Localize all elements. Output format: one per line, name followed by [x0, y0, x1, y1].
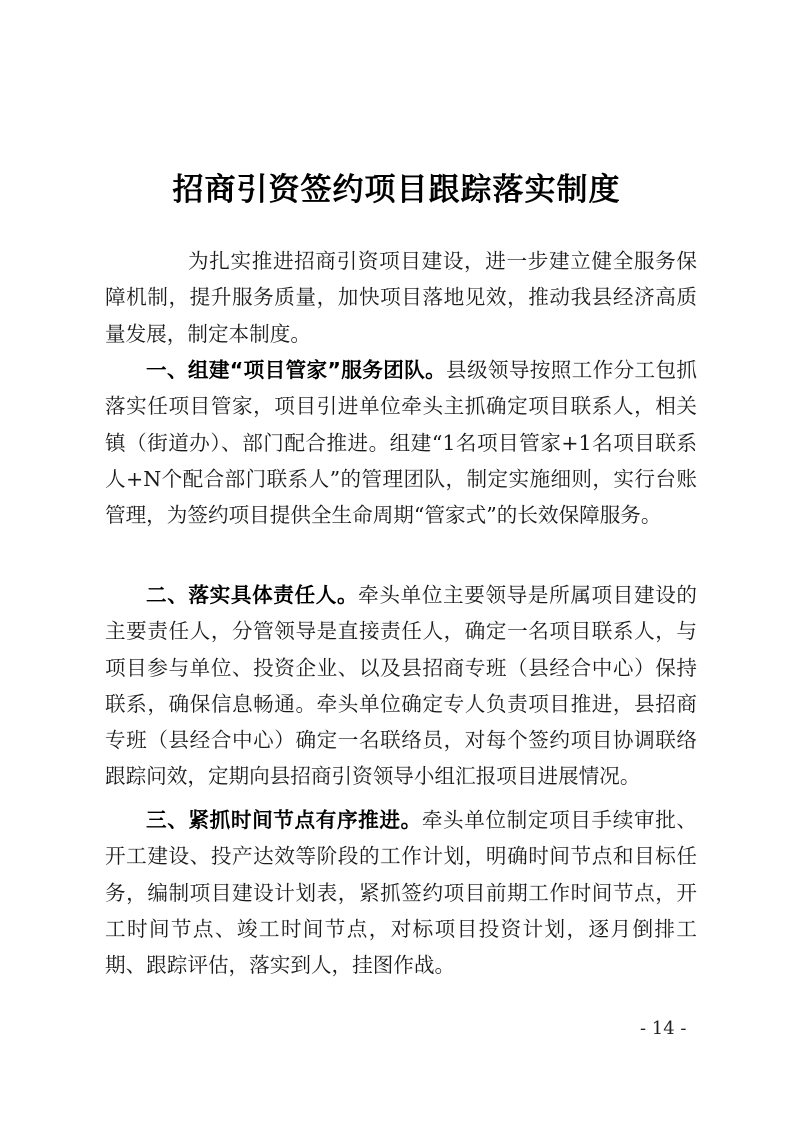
section-1-text: 县级领导按照工作分工包抓落实任项目管家，项目引进单位牵头主抓确定项目联系人，相关镇（街道办）、部门配合推进。组建“1名项目管家+1名项目联系人+N个配合部门联系人”的管理团队，制定实施细则，实行台账管理，为签约项目提供全生命周期“管家式”的长效保障服务。	[105, 358, 697, 528]
document-body	[105, 243, 697, 352]
section-1	[105, 352, 697, 533]
intro-paragraph: 为扎实推进招商引资项目建设，进一步建立健全服务保障机制，提升服务质量，加快项目落地见效，推动我县经济高质量发展，制定本制度。	[105, 249, 697, 346]
section-3-heading: 三、紧抓时间节点有序推进。	[146, 808, 422, 832]
section-3-text: 牵头单位制定项目手续审批、开工建设、投产达效等阶段的工作计划，明确时间节点和目标任务，编制项目建设计划表，紧抓签约项目前期工作时间节点，开工时间节点、竣工时间节点，对标项目投资计划，逐月倒排工期、跟踪评估，落实到人，挂图作战。	[105, 808, 697, 978]
section-2	[105, 577, 697, 795]
section-1-heading: 一、组建“项目管家”服务团队。	[146, 358, 447, 382]
section-3	[105, 802, 697, 983]
section-2-heading: 二、落实具体责任人。	[146, 583, 359, 607]
section-2-text: 牵头单位主要领导是所属项目建设的主要责任人，分管领导是直接责任人，确定一名项目联系人，与项目参与单位、投资企业、以及县招商专班（县经合中心）保持联系，确保信息畅通。牵头单位确定专人负责项目推进，县招商专班（县经合中心）确定一名联络员，对每个签约项目协调联络跟踪问效，定期向县招商引资领导小组汇报项目进展情况。	[105, 583, 698, 789]
page-number: - 14 -	[640, 1018, 687, 1039]
document-title: 招商引资签约项目跟踪落实制度	[172, 172, 621, 208]
